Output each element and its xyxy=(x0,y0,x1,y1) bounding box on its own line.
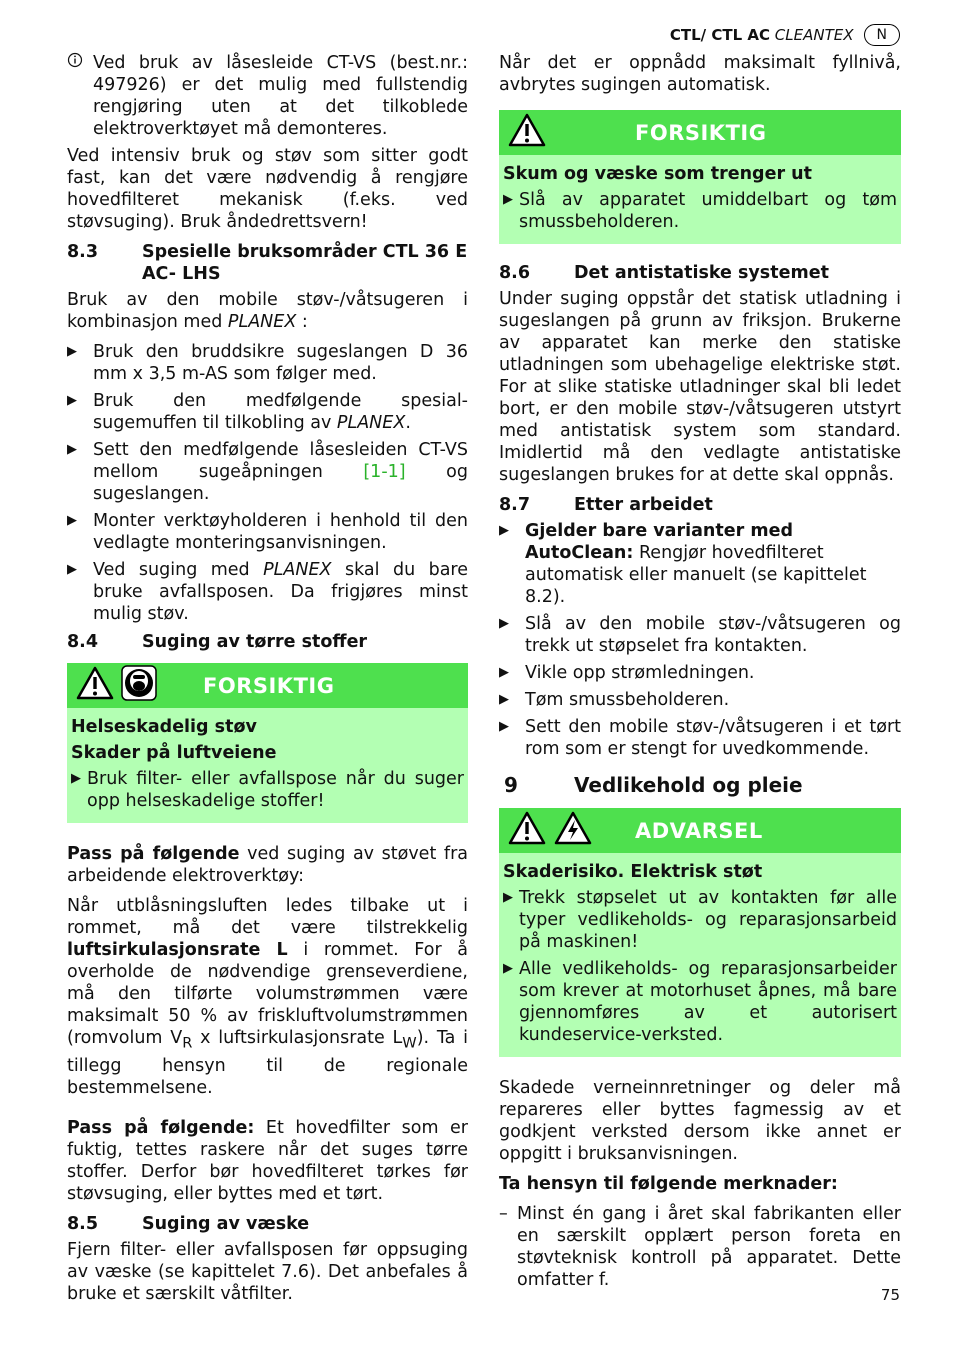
list-item: ▶ Gjelder bare varianter med AutoClean: Rengjør hovedfilteret automatisk eller manuelt (se kapittelet 8.2). xyxy=(499,521,867,607)
triangle-bullet-icon: ▶ xyxy=(503,890,513,905)
warning-box-caution: FORSIKTIG Helseskadelig støv Skader på luftveiene ▶ Bruk filter- eller avfallspose når du suger opp helseskadelige stoffer! xyxy=(67,663,468,823)
left-column xyxy=(67,52,468,1313)
paragraph: Skadede verneinnretninger og deler må repareres eller byttes fagmessig av et godkjent verksted dersom ikke annet er oppgitt i bruksanvisningen. xyxy=(499,1078,901,1164)
section-heading-8-5: 8.5 Suging av væske xyxy=(67,1213,310,1234)
triangle-bullet-icon: ▶ xyxy=(503,192,513,207)
paragraph: Pass på følgende ved suging av støvet fra arbeidende elektroverktøy: xyxy=(67,844,468,886)
warning-title: FORSIKTIG xyxy=(635,120,767,145)
paragraph: Bruk av den mobile støv-/våtsugeren i kombinasjon med PLANEX : xyxy=(67,290,468,332)
electric-shock-icon xyxy=(553,810,593,852)
section-heading-8-4: 8.4 Suging av tørre stoffer xyxy=(67,632,368,652)
list-item: ▶ Slå av apparatet umiddelbart og tøm smussbeholderen. xyxy=(503,190,897,232)
list-item: ▶ Vikle opp strømledningen. xyxy=(499,663,755,683)
paragraph: Fjern filter- eller avfallsposen før oppsuging av væske (se kapittelet 7.6). Det anbefales å bruke et særskilt våtfilter. xyxy=(67,1239,468,1304)
triangle-bullet-icon: ▶ xyxy=(67,513,77,528)
list-item: ▶ Bruk den medfølgende spesial-sugemuffen til tilkobling av PLANEX. xyxy=(67,391,468,433)
section-heading-8-6: 8.6 Det antistatiske systemet xyxy=(499,263,829,283)
dash-bullet: – xyxy=(499,1204,508,1224)
section-heading-8-3: 8.3 Spesielle bruksområder CTL 36 E AC- LHS xyxy=(67,242,468,284)
language-badge: N xyxy=(864,24,900,46)
info-note: Ved bruk av låsesleide CT-VS (best.nr.: 497926) er det mulig med fullstendig rengjøring uten at det tilkoblede elektroverktøyet må demonteres. xyxy=(67,52,468,140)
paragraph: Når det er oppnådd maksimalt fyllnivå, avbrytes sugingen automatisk. xyxy=(499,53,901,95)
list-item: ▶ Monter verktøyholderen i henhold til den vedlagte monteringsanvisningen. xyxy=(67,511,468,553)
triangle-bullet-icon: ▶ xyxy=(67,344,77,359)
triangle-bullet-icon: ▶ xyxy=(499,523,509,538)
right-column xyxy=(499,52,901,1296)
paragraph: Ved intensiv bruk og støv som sitter godt fast, kan det være nødvendig å rengjøre hovedfilteret mekanisk (f.eks. ved støvsuging). Bruk åndedrettsvern! xyxy=(67,146,468,232)
triangle-bullet-icon: ▶ xyxy=(503,961,513,976)
figure-reference: [1-1] xyxy=(363,462,406,482)
list-item: – Minst én gang i året skal fabrikanten eller en særskilt opplært person foreta en støvteknisk kontroll på apparatet. Dette omfatter f. xyxy=(499,1204,901,1290)
section-heading-9: 9 Vedlikehold og pleie xyxy=(504,773,803,797)
triangle-bullet-icon: ▶ xyxy=(71,771,81,786)
list-item: ▶ Sett den medfølgende låsesleiden CT-VS mellom sugeåpningen [1-1] og sugeslangen. xyxy=(67,440,468,504)
warning-triangle-icon xyxy=(75,665,115,707)
warning-title: FORSIKTIG xyxy=(203,673,335,698)
paragraph-heading: Ta hensyn til følgende merknader: xyxy=(499,1174,838,1194)
list-item: ▶ Alle vedlikeholds- og reparasjonsarbeider som krever at motorhuset åpnes, må bare gjennomføres av et autorisert kundeservice-verksted. xyxy=(503,959,897,1045)
list-item: ▶ Bruk den bruddsikre sugeslangen D 36 mm x 3,5 m-AS som følger med. xyxy=(67,342,468,384)
list-item: ▶ Trekk støpselet ut av kontakten før alle typer vedlikeholds- og reparasjonsarbeid på maskinen! xyxy=(503,888,897,952)
section-heading-8-7: 8.7 Etter arbeidet xyxy=(499,495,713,515)
list-item: ▶ Slå av den mobile støv-/våtsugeren og trekk ut støpselet fra kontakten. xyxy=(499,614,901,656)
warning-box-danger: ADVARSEL Skaderisiko. Elektrisk støt ▶ Trekk støpselet ut av kontakten før alle typer vedlikeholds- og reparasjonsarbeid på maskinen! ▶ Alle vedlikeholds- og reparasjonsarbeider som krever at motorhuset åpnes, må bare gjennomføres av et autorisert kundeservice-verksted. xyxy=(499,808,901,1057)
triangle-bullet-icon: ▶ xyxy=(499,616,509,631)
respirator-mask-icon xyxy=(121,665,157,707)
info-icon xyxy=(67,52,93,140)
warning-header xyxy=(499,808,901,853)
warning-triangle-icon xyxy=(507,810,547,852)
list-item: ▶ Sett den mobile støv-/våtsugeren i et tørt rom som er stengt for uvedkommende. xyxy=(499,717,901,759)
paragraph: Under suging oppstår det statisk utladning i sugeslangen på grunn av friksjon. Brukerne av apparatet kan merke den statiske utladningen som ubehagelige elektriske støt. For at slike statiske utladninger skal bli ledet bort, er den mobile støv-/våtsugeren utstyrt med antistatisk system som standard. Imidlertid må den vedlagte antistatiske sugeslangen brukes for at dette skal oppnås. xyxy=(499,289,901,485)
warning-title: ADVARSEL xyxy=(635,818,763,843)
list-item: ▶ Ved suging med PLANEX skal du bare bruke avfallsposen. Da frigjøres minst mulig støv. xyxy=(67,560,469,624)
triangle-bullet-icon: ▶ xyxy=(67,562,77,577)
list-item: ▶ Tøm smussbeholderen. xyxy=(499,690,730,710)
page-number: 75 xyxy=(880,1286,900,1304)
page-header xyxy=(670,24,900,46)
warning-header xyxy=(67,663,468,708)
triangle-bullet-icon: ▶ xyxy=(499,665,509,680)
warning-header xyxy=(499,110,901,155)
paragraph: Pass på følgende: Et hovedfilter som er fuktig, tettes raskere når det suges tørre stoffer. Derfor bør hovedfilteret tørkes før støvsuging, eller byttes med et tørt. xyxy=(67,1117,468,1204)
triangle-bullet-icon: ▶ xyxy=(67,393,77,408)
triangle-bullet-icon: ▶ xyxy=(67,442,77,457)
list-item: ▶ Bruk filter- eller avfallspose når du suger opp helseskadelige stoffer! xyxy=(71,769,464,811)
warning-triangle-icon xyxy=(507,112,547,154)
triangle-bullet-icon: ▶ xyxy=(499,719,509,734)
paragraph: Når utblåsningsluften ledes tilbake ut i rommet, må det være tilstrekkelig luftsirkulasjonsrate L i rommet. For å overholde de nødvendige grenseverdiene, må den tilførte volumstrømmen være maksimalt 50 % av friskluftvolumstrømmen (romvolum $V_R$ x luftsirkulasjonsrate $L_W$). Ta i tillegg hensyn til de regionale bestemmelsene. xyxy=(67,896,468,1098)
triangle-bullet-icon: ▶ xyxy=(499,692,509,707)
header-model: CTL/ CTL AC CLEANTEX xyxy=(669,26,854,44)
warning-box-caution: FORSIKTIG Skum og væske som trenger ut ▶ Slå av apparatet umiddelbart og tøm smussbeholderen. xyxy=(499,110,901,244)
